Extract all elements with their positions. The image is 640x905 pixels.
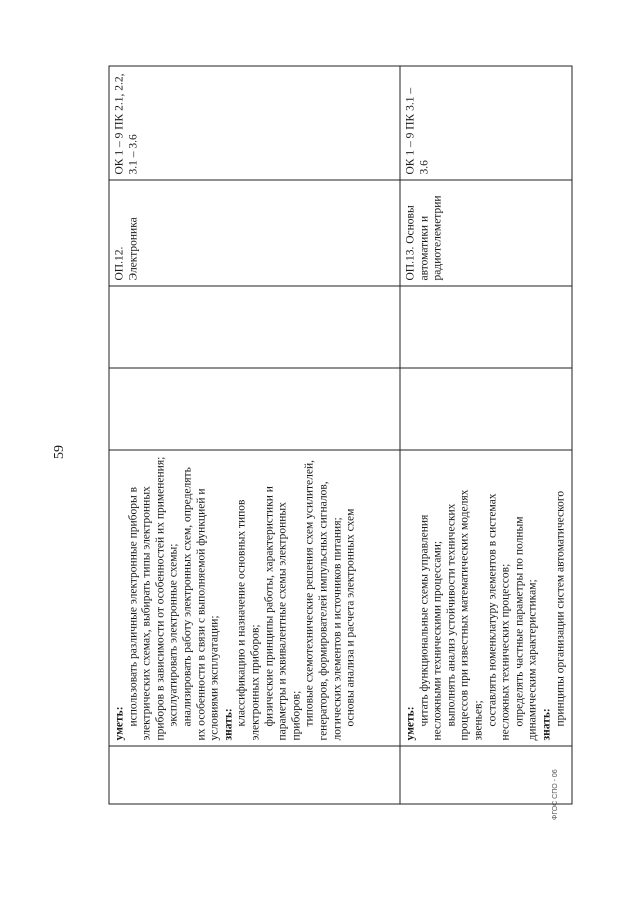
list-item: типовые схемотехнические решения схем усилителей, генераторов, формирователей импульсных сигналов, логических элементов и источников питания; [303,459,343,740]
list-item: принципы организации систем автоматического [553,490,566,726]
know-heading: знать: [221,707,234,740]
side-note: ФГОС СПО - 06 [552,769,559,820]
competences-cell: ОК 1 – 9 ПК 2.1, 2.2, 3.1 – 3.6 [109,66,400,180]
empty-cell [400,286,572,368]
list-item: составлять номенклатуру элементов в системах несложных технических процессов; [485,492,512,740]
know-heading: знать: [539,707,552,740]
discipline-cell: ОП.13. Основы автоматики и радиотелеметрии [400,180,572,286]
list-item: анализировать работу электронных схем, определять их особенности в связи с выполняемой функцией и условиями эксплуатации; [180,466,221,740]
empty-cell [400,746,572,804]
list-item: читать функциональные схемы управления несложными техническими процессами; [417,514,444,740]
list-item: классификацию и назначение основных типов электронных приборов; [235,499,261,740]
can-heading: уметь: [404,705,416,740]
skills-cell [400,450,572,746]
page-number: 59 [52,445,67,459]
empty-cell [109,746,400,804]
list-item: эксплуатировать электронные схемы; [167,543,180,726]
empty-cell [109,368,400,450]
competences-cell: ОК 1 – 9 ПК 3.1 – 3.6 [400,66,572,180]
list-item: основы анализа и расчета электронных схем [344,508,357,726]
list-item: выполнять анализ устойчивости технических процессов при известных математических моделях звеньев; [444,489,484,740]
curriculum-table [108,65,572,804]
list-item: определять частные параметры по полным динамическим характеристикам; [512,515,539,740]
table-row [109,66,400,804]
empty-cell [400,368,572,450]
list-item: использовать различные электронные приборы в электрических схемах, выбирать типы электронных приборов в зависимости от особенностей их применения; [126,456,166,740]
can-heading: уметь: [113,705,125,740]
empty-cell [109,286,400,368]
discipline-cell: ОП.12. Электроника [109,180,400,286]
list-item: физические принципы работы, характеристики и параметры и эквивалентные схемы электронных приборов; [262,485,302,740]
table-row [400,66,572,804]
skills-cell [109,450,400,746]
